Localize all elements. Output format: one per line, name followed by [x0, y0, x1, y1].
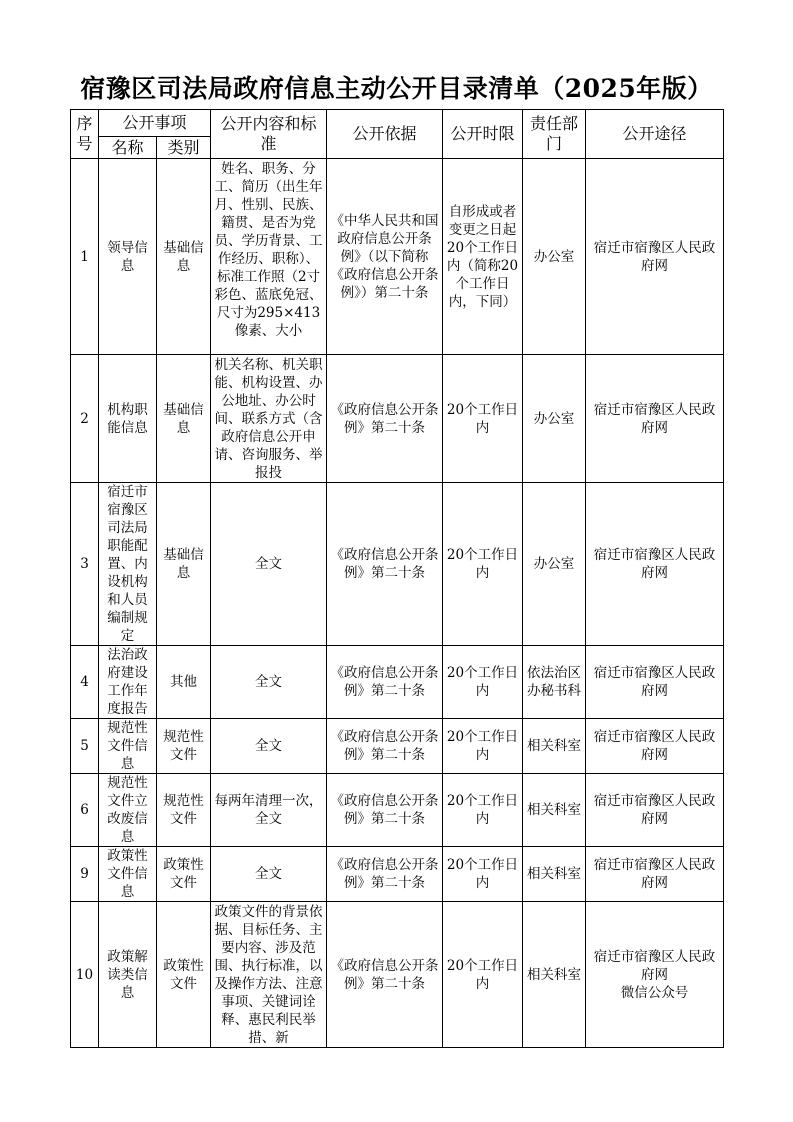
cell-content-text: 机关名称、机关职能、机构设置、办公地址、办公时间、联系方式（含政府信息公开申请、咨询服务、举报投 — [214, 356, 323, 481]
cell-dept: 办公室 — [523, 355, 586, 483]
cell-category: 政策性文件 — [157, 902, 211, 1048]
header-name: 名称 — [99, 137, 157, 159]
cell-channel: 宿迁市宿豫区人民政府网 — [586, 774, 724, 847]
cell-name: 机构职能信息 — [99, 355, 157, 483]
cell-name: 领导信息 — [99, 159, 157, 355]
table-row — [71, 847, 724, 902]
cell-time: 20个工作日内 — [443, 902, 523, 1048]
cell-time: 自形成或者变更之日起20个工作日内（简称20个工作日内，下同） — [443, 159, 523, 355]
cell-category: 基础信息 — [157, 159, 211, 355]
cell-category: 其他 — [157, 646, 211, 719]
cell-content — [211, 355, 327, 483]
header-dept: 责任部门 — [523, 110, 586, 159]
cell-content: 全文 — [211, 847, 327, 902]
cell-seq: 6 — [71, 774, 99, 847]
cell-channel: 宿迁市宿豫区人民政府网 — [586, 646, 724, 719]
cell-seq: 2 — [71, 355, 99, 483]
cell-basis: 《政府信息公开条例》第二十条 — [327, 719, 443, 774]
cell-time: 20个工作日内 — [443, 719, 523, 774]
cell-time: 20个工作日内 — [443, 847, 523, 902]
cell-time: 20个工作日内 — [443, 646, 523, 719]
cell-content — [211, 159, 327, 355]
cell-name: 政策性文件信息 — [99, 847, 157, 902]
cell-category: 基础信息 — [157, 483, 211, 646]
cell-seq: 5 — [71, 719, 99, 774]
cell-basis: 《政府信息公开条例》第二十条 — [327, 774, 443, 847]
cell-dept: 相关科室 — [523, 847, 586, 902]
cell-dept: 相关科室 — [523, 719, 586, 774]
cell-content: 全文 — [211, 646, 327, 719]
cell-channel: 宿迁市宿豫区人民政府网 微信公众号 — [586, 902, 724, 1048]
header-basis: 公开依据 — [327, 110, 443, 159]
cell-content-text: 姓名、职务、分工、简历（出生年月、性别、民族、籍贯、是否为党员、学历背景、工作经历、职称）、标准工作照（2寸彩色、蓝底免冠、尺寸为295×413像素、大小 — [214, 160, 323, 339]
cell-channel: 宿迁市宿豫区人民政府网 — [586, 355, 724, 483]
cell-name: 规范性文件立改废信息 — [99, 774, 157, 847]
cell-name: 政策解读类信息 — [99, 902, 157, 1048]
header-time: 公开时限 — [443, 110, 523, 159]
table-row — [71, 719, 724, 774]
disclosure-table — [70, 109, 724, 1048]
header-item: 公开事项 — [99, 110, 211, 137]
cell-dept: 依法治区办秘书科 — [523, 646, 586, 719]
page-title: 宿豫区司法局政府信息主动公开目录清单（2025年版） — [80, 74, 713, 103]
cell-seq: 4 — [71, 646, 99, 719]
cell-category: 规范性文件 — [157, 719, 211, 774]
cell-name: 规范性文件信息 — [99, 719, 157, 774]
cell-category: 政策性文件 — [157, 847, 211, 902]
cell-content-text: 政策文件的背景依据、目标任务、主要内容、涉及范围、执行标准，以及操作方法、注意事项、关键词诠释、惠民利民举措、新 — [214, 903, 323, 1046]
cell-seq: 1 — [71, 159, 99, 355]
table-row — [71, 646, 724, 719]
cell-basis: 《政府信息公开条例》第二十条 — [327, 483, 443, 646]
header-seq: 序号 — [71, 110, 99, 159]
cell-basis: 《中华人民共和国政府信息公开条例》（以下简称《政府信息公开条例》）第二十条 — [327, 159, 443, 355]
cell-channel: 宿迁市宿豫区人民政府网 — [586, 159, 724, 355]
cell-name: 宿迁市宿豫区司法局职能配置、内设机构和人员编制规定 — [99, 483, 157, 646]
cell-seq: 3 — [71, 483, 99, 646]
cell-category: 规范性文件 — [157, 774, 211, 847]
cell-time: 20个工作日内 — [443, 483, 523, 646]
header-category: 类别 — [157, 137, 211, 159]
table-row — [71, 159, 724, 355]
cell-dept: 办公室 — [523, 483, 586, 646]
table-row — [71, 902, 724, 1048]
cell-time: 20个工作日内 — [443, 355, 523, 483]
header-content: 公开内容和标准 — [211, 110, 327, 159]
cell-seq: 10 — [71, 902, 99, 1048]
table-row — [71, 483, 724, 646]
cell-content: 每两年清理一次，全文 — [211, 774, 327, 847]
cell-channel: 宿迁市宿豫区人民政府网 — [586, 847, 724, 902]
header-channel: 公开途径 — [586, 110, 724, 159]
cell-time: 20个工作日内 — [443, 774, 523, 847]
cell-basis: 《政府信息公开条例》第二十条 — [327, 646, 443, 719]
cell-content: 全文 — [211, 719, 327, 774]
cell-basis: 《政府信息公开条例》第二十条 — [327, 902, 443, 1048]
cell-dept: 办公室 — [523, 159, 586, 355]
cell-category: 基础信息 — [157, 355, 211, 483]
cell-dept: 相关科室 — [523, 902, 586, 1048]
cell-channel: 宿迁市宿豫区人民政府网 — [586, 719, 724, 774]
cell-name: 法治政府建设工作年度报告 — [99, 646, 157, 719]
cell-dept: 相关科室 — [523, 774, 586, 847]
cell-basis: 《政府信息公开条例》第二十条 — [327, 355, 443, 483]
cell-channel: 宿迁市宿豫区人民政府网 — [586, 483, 724, 646]
cell-seq: 9 — [71, 847, 99, 902]
cell-content: 全文 — [211, 483, 327, 646]
table-row — [71, 355, 724, 483]
cell-content — [211, 902, 327, 1048]
table-row — [71, 774, 724, 847]
cell-basis: 《政府信息公开条例》第二十条 — [327, 847, 443, 902]
